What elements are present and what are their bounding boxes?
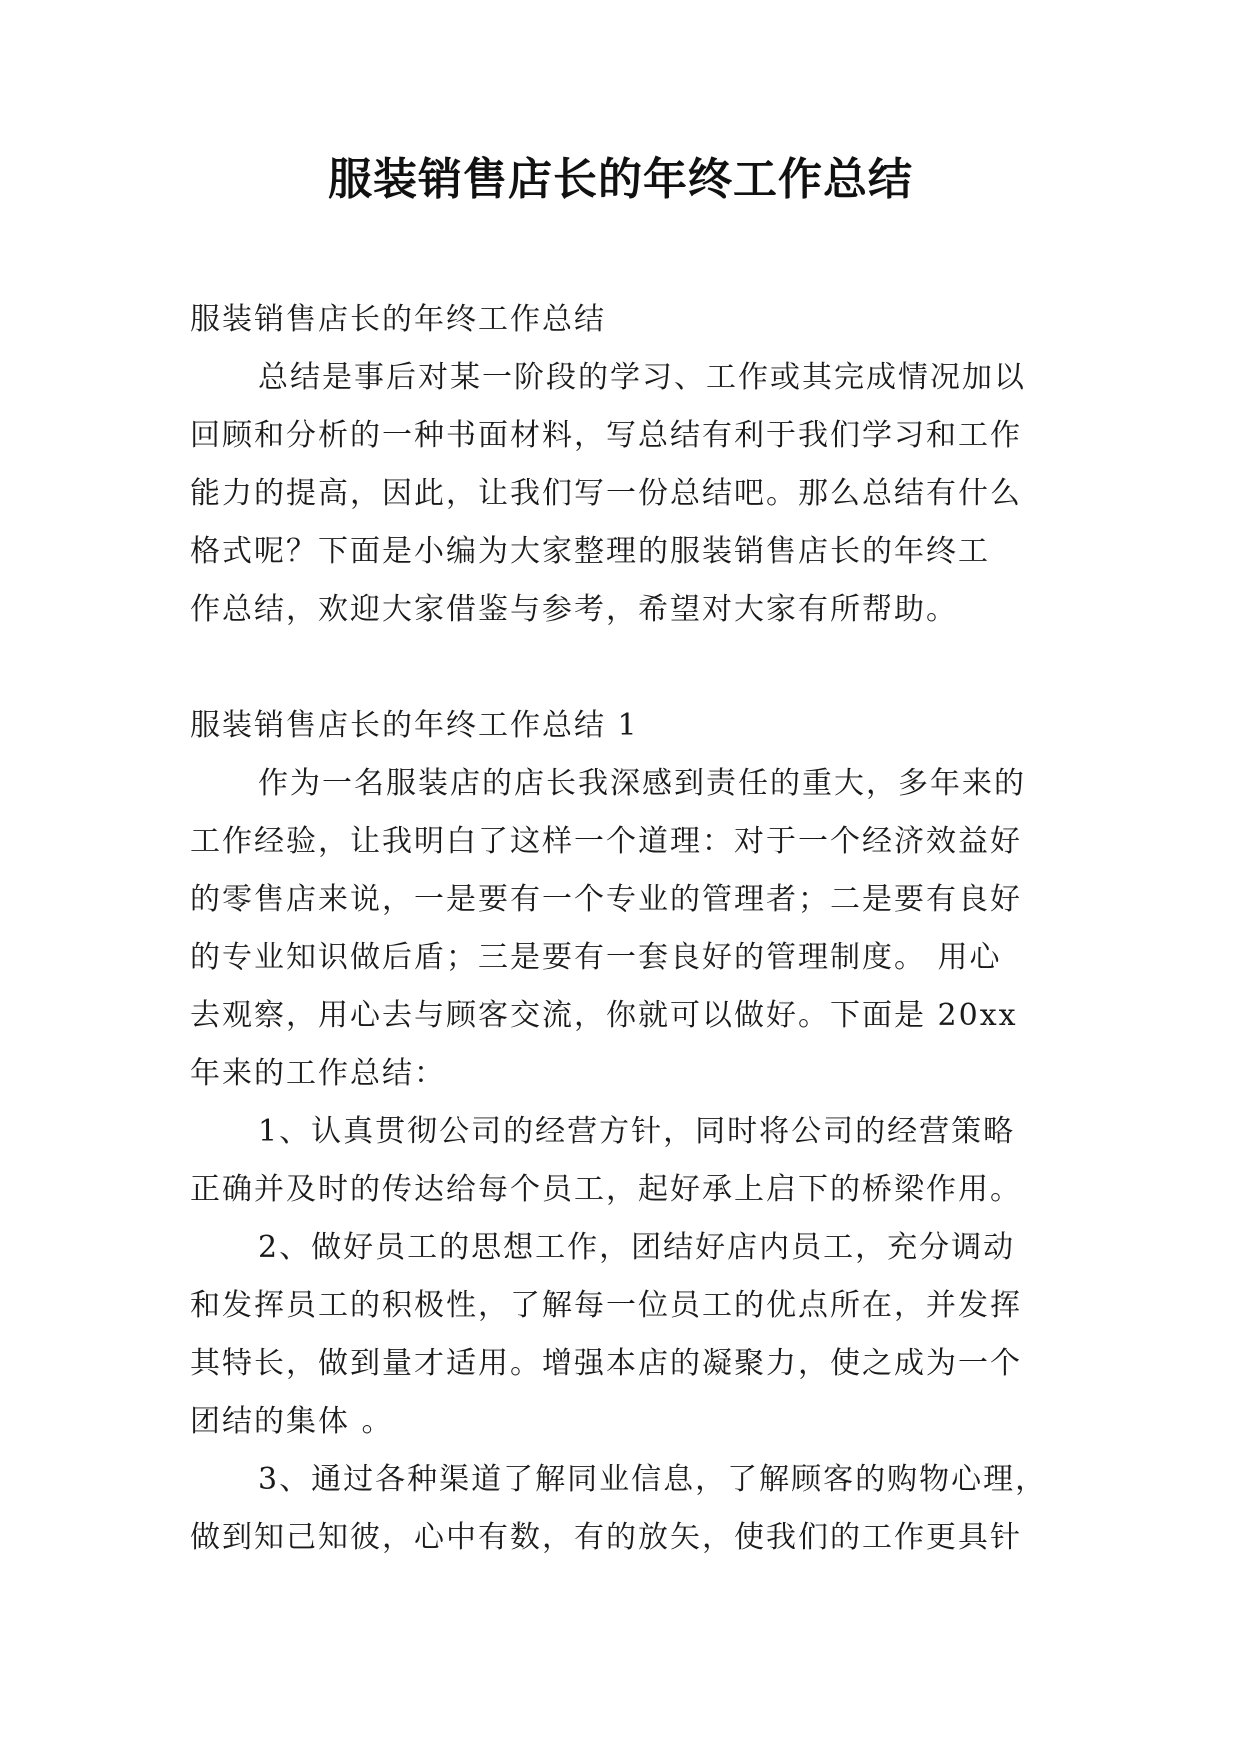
list-item-line: 和发挥员工的积极性，了解每一位员工的优点所在，并发挥: [190, 1288, 1022, 1323]
document-body: [190, 291, 1070, 1567]
intro-heading: 服装销售店长的年终工作总结: [190, 302, 606, 337]
list-item-line: 1、认真贯彻公司的经营方针，同时将公司的经营策略: [258, 1114, 1016, 1149]
document-title: 服装销售店长的年终工作总结: [328, 154, 913, 205]
list-item-line: 正确并及时的传达给每个员工，起好承上启下的桥梁作用。: [190, 1172, 1022, 1207]
paragraph-line: 的专业知识做后盾；三是要有一套良好的管理制度。 用心: [190, 940, 1002, 975]
paragraph-line: 格式呢？下面是小编为大家整理的服装销售店长的年终工: [190, 534, 990, 569]
section-heading: 服装销售店长的年终工作总结 1: [190, 708, 639, 743]
paragraph-line: 去观察，用心去与顾客交流，你就可以做好。下面是 20xx: [190, 998, 1018, 1033]
section-gap: [190, 639, 1070, 697]
paragraph-line: 能力的提高，因此，让我们写一份总结吧。那么总结有什么: [190, 476, 1022, 511]
paragraph-line: 年来的工作总结：: [190, 1056, 446, 1091]
paragraph-line: 回顾和分析的一种书面材料，写总结有利于我们学习和工作: [190, 418, 1022, 453]
paragraph-line: 总结是事后对某一阶段的学习、工作或其完成情况加以: [258, 360, 1026, 395]
list-item-line: 其特长，做到量才适用。增强本店的凝聚力，使之成为一个: [190, 1346, 1022, 1381]
list-item-line: 3、通过各种渠道了解同业信息，了解顾客的购物心理，: [258, 1462, 1048, 1497]
list-item-line: 做到知己知彼，心中有数，有的放矢，使我们的工作更具针: [190, 1520, 1022, 1555]
paragraph-line: 工作经验，让我明白了这样一个道理：对于一个经济效益好: [190, 824, 1022, 859]
paragraph-line: 的零售店来说，一是要有一个专业的管理者；二是要有良好: [190, 882, 1022, 917]
paragraph-line: 作总结，欢迎大家借鉴与参考，希望对大家有所帮助。: [190, 592, 958, 627]
list-item-line: 2、做好员工的思想工作，团结好店内员工，充分调动: [258, 1230, 1016, 1265]
list-item-line: 团结的集体 。: [190, 1404, 394, 1439]
paragraph-line: 作为一名服装店的店长我深感到责任的重大，多年来的: [258, 766, 1026, 801]
